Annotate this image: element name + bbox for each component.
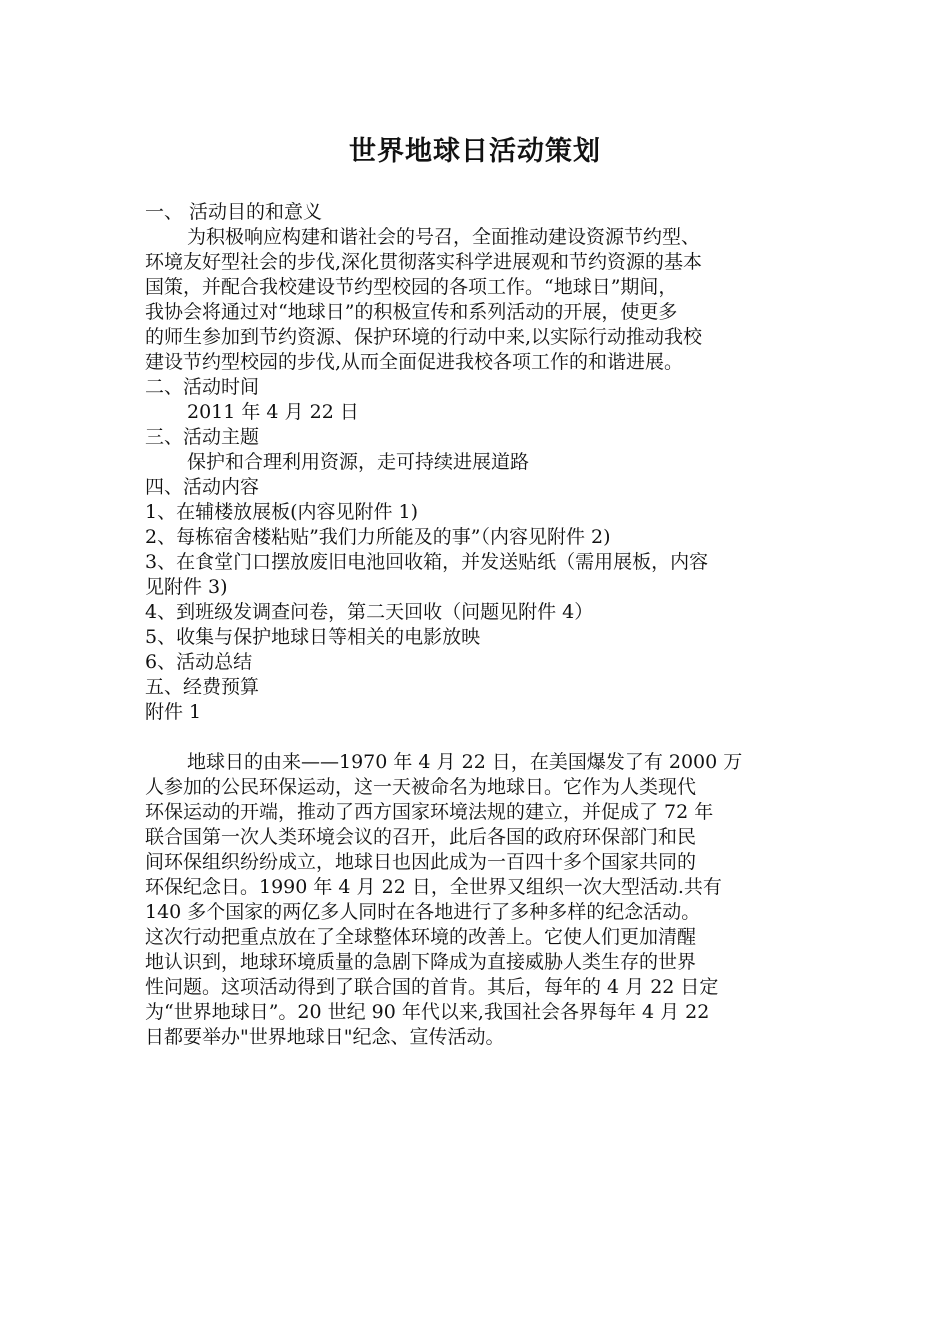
purpose-paragraph-line: 建设节约型校园的步伐,从而全面促进我校各项工作的和谐进展。 xyxy=(145,351,684,373)
earth-day-paragraph-line: 性问题。这项活动得到了联合国的首肯。其后，每年的 4 月 22 日定 xyxy=(145,976,719,998)
content-item: 4、到班级发调查问卷，第二天回收（问题见附件 4） xyxy=(145,601,594,623)
section-heading-budget: 五、经费预算 xyxy=(145,676,260,698)
content-item: 5、收集与保护地球日等相关的电影放映 xyxy=(145,626,481,648)
content-item-continued: 见附件 3) xyxy=(145,576,228,598)
section-heading-content: 四、活动内容 xyxy=(145,476,260,498)
purpose-paragraph-line: 为积极响应构建和谐社会的号召，全面推动建设资源节约型、 xyxy=(187,226,701,248)
content-item: 6、活动总结 xyxy=(145,651,253,673)
paragraph-gap xyxy=(145,725,807,750)
purpose-paragraph-line: 我协会将通过对“地球日”的积极宣传和系列活动的开展，使更多 xyxy=(145,301,678,323)
event-theme: 保护和合理利用资源，走可持续进展道路 xyxy=(187,451,530,473)
document-body xyxy=(145,200,807,1050)
section-heading-purpose: 一、 活动目的和意义 xyxy=(145,201,323,223)
event-date: 2011 年 4 月 22 日 xyxy=(187,401,359,423)
earth-day-paragraph-line: 这次行动把重点放在了全球整体环境的改善上。它使人们更加清醒 xyxy=(145,926,697,948)
earth-day-paragraph-line: 环保运动的开端，推动了西方国家环境法规的建立，并促成了 72 年 xyxy=(145,801,714,823)
content-item: 2、每栋宿舍楼粘贴”我们力所能及的事”（内容见附件 2) xyxy=(145,526,611,548)
earth-day-paragraph-line: 地球日的由来——1970 年 4 月 22 日，在美国爆发了有 2000 万 xyxy=(187,751,743,773)
content-item: 3、在食堂门口摆放废旧电池回收箱，并发送贴纸（需用展板，内容 xyxy=(145,551,709,573)
section-heading-theme: 三、活动主题 xyxy=(145,426,260,448)
earth-day-paragraph-line: 人参加的公民环保运动，这一天被命名为地球日。它作为人类现代 xyxy=(145,776,697,798)
purpose-paragraph-line: 国策，并配合我校建设节约型校园的各项工作。“地球日”期间， xyxy=(145,276,678,298)
earth-day-paragraph-line: 为“世界地球日”。20 世纪 90 年代以来,我国社会各界每年 4 月 22 xyxy=(145,1001,710,1023)
attachment-heading: 附件 1 xyxy=(145,701,202,723)
document-title: 世界地球日活动策划 xyxy=(349,136,601,167)
earth-day-paragraph-line: 联合国第一次人类环境会议的召开，此后各国的政府环保部门和民 xyxy=(145,826,697,848)
purpose-paragraph-line: 的师生参加到节约资源、保护环境的行动中来,以实际行动推动我校 xyxy=(145,326,703,348)
section-heading-time: 二、活动时间 xyxy=(145,376,260,398)
content-item: 1、在辅楼放展板(内容见附件 1) xyxy=(145,501,419,523)
earth-day-paragraph-line: 间环保组织纷纷成立，地球日也因此成为一百四十多个国家共同的 xyxy=(145,851,697,873)
purpose-paragraph-line: 环境友好型社会的步伐,深化贯彻落实科学进展观和节约资源的基本 xyxy=(145,251,703,273)
earth-day-paragraph-line: 日都要举办"世界地球日"纪念、宣传活动。 xyxy=(145,1026,505,1048)
earth-day-paragraph-line: 地认识到，地球环境质量的急剧下降成为直接威胁人类生存的世界 xyxy=(145,951,697,973)
earth-day-paragraph-line: 环保纪念日。1990 年 4 月 22 日，全世界又组织一次大型活动.共有 xyxy=(145,876,722,898)
earth-day-paragraph-line: 140 多个国家的两亿多人同时在各地进行了多种多样的纪念活动。 xyxy=(145,901,701,923)
